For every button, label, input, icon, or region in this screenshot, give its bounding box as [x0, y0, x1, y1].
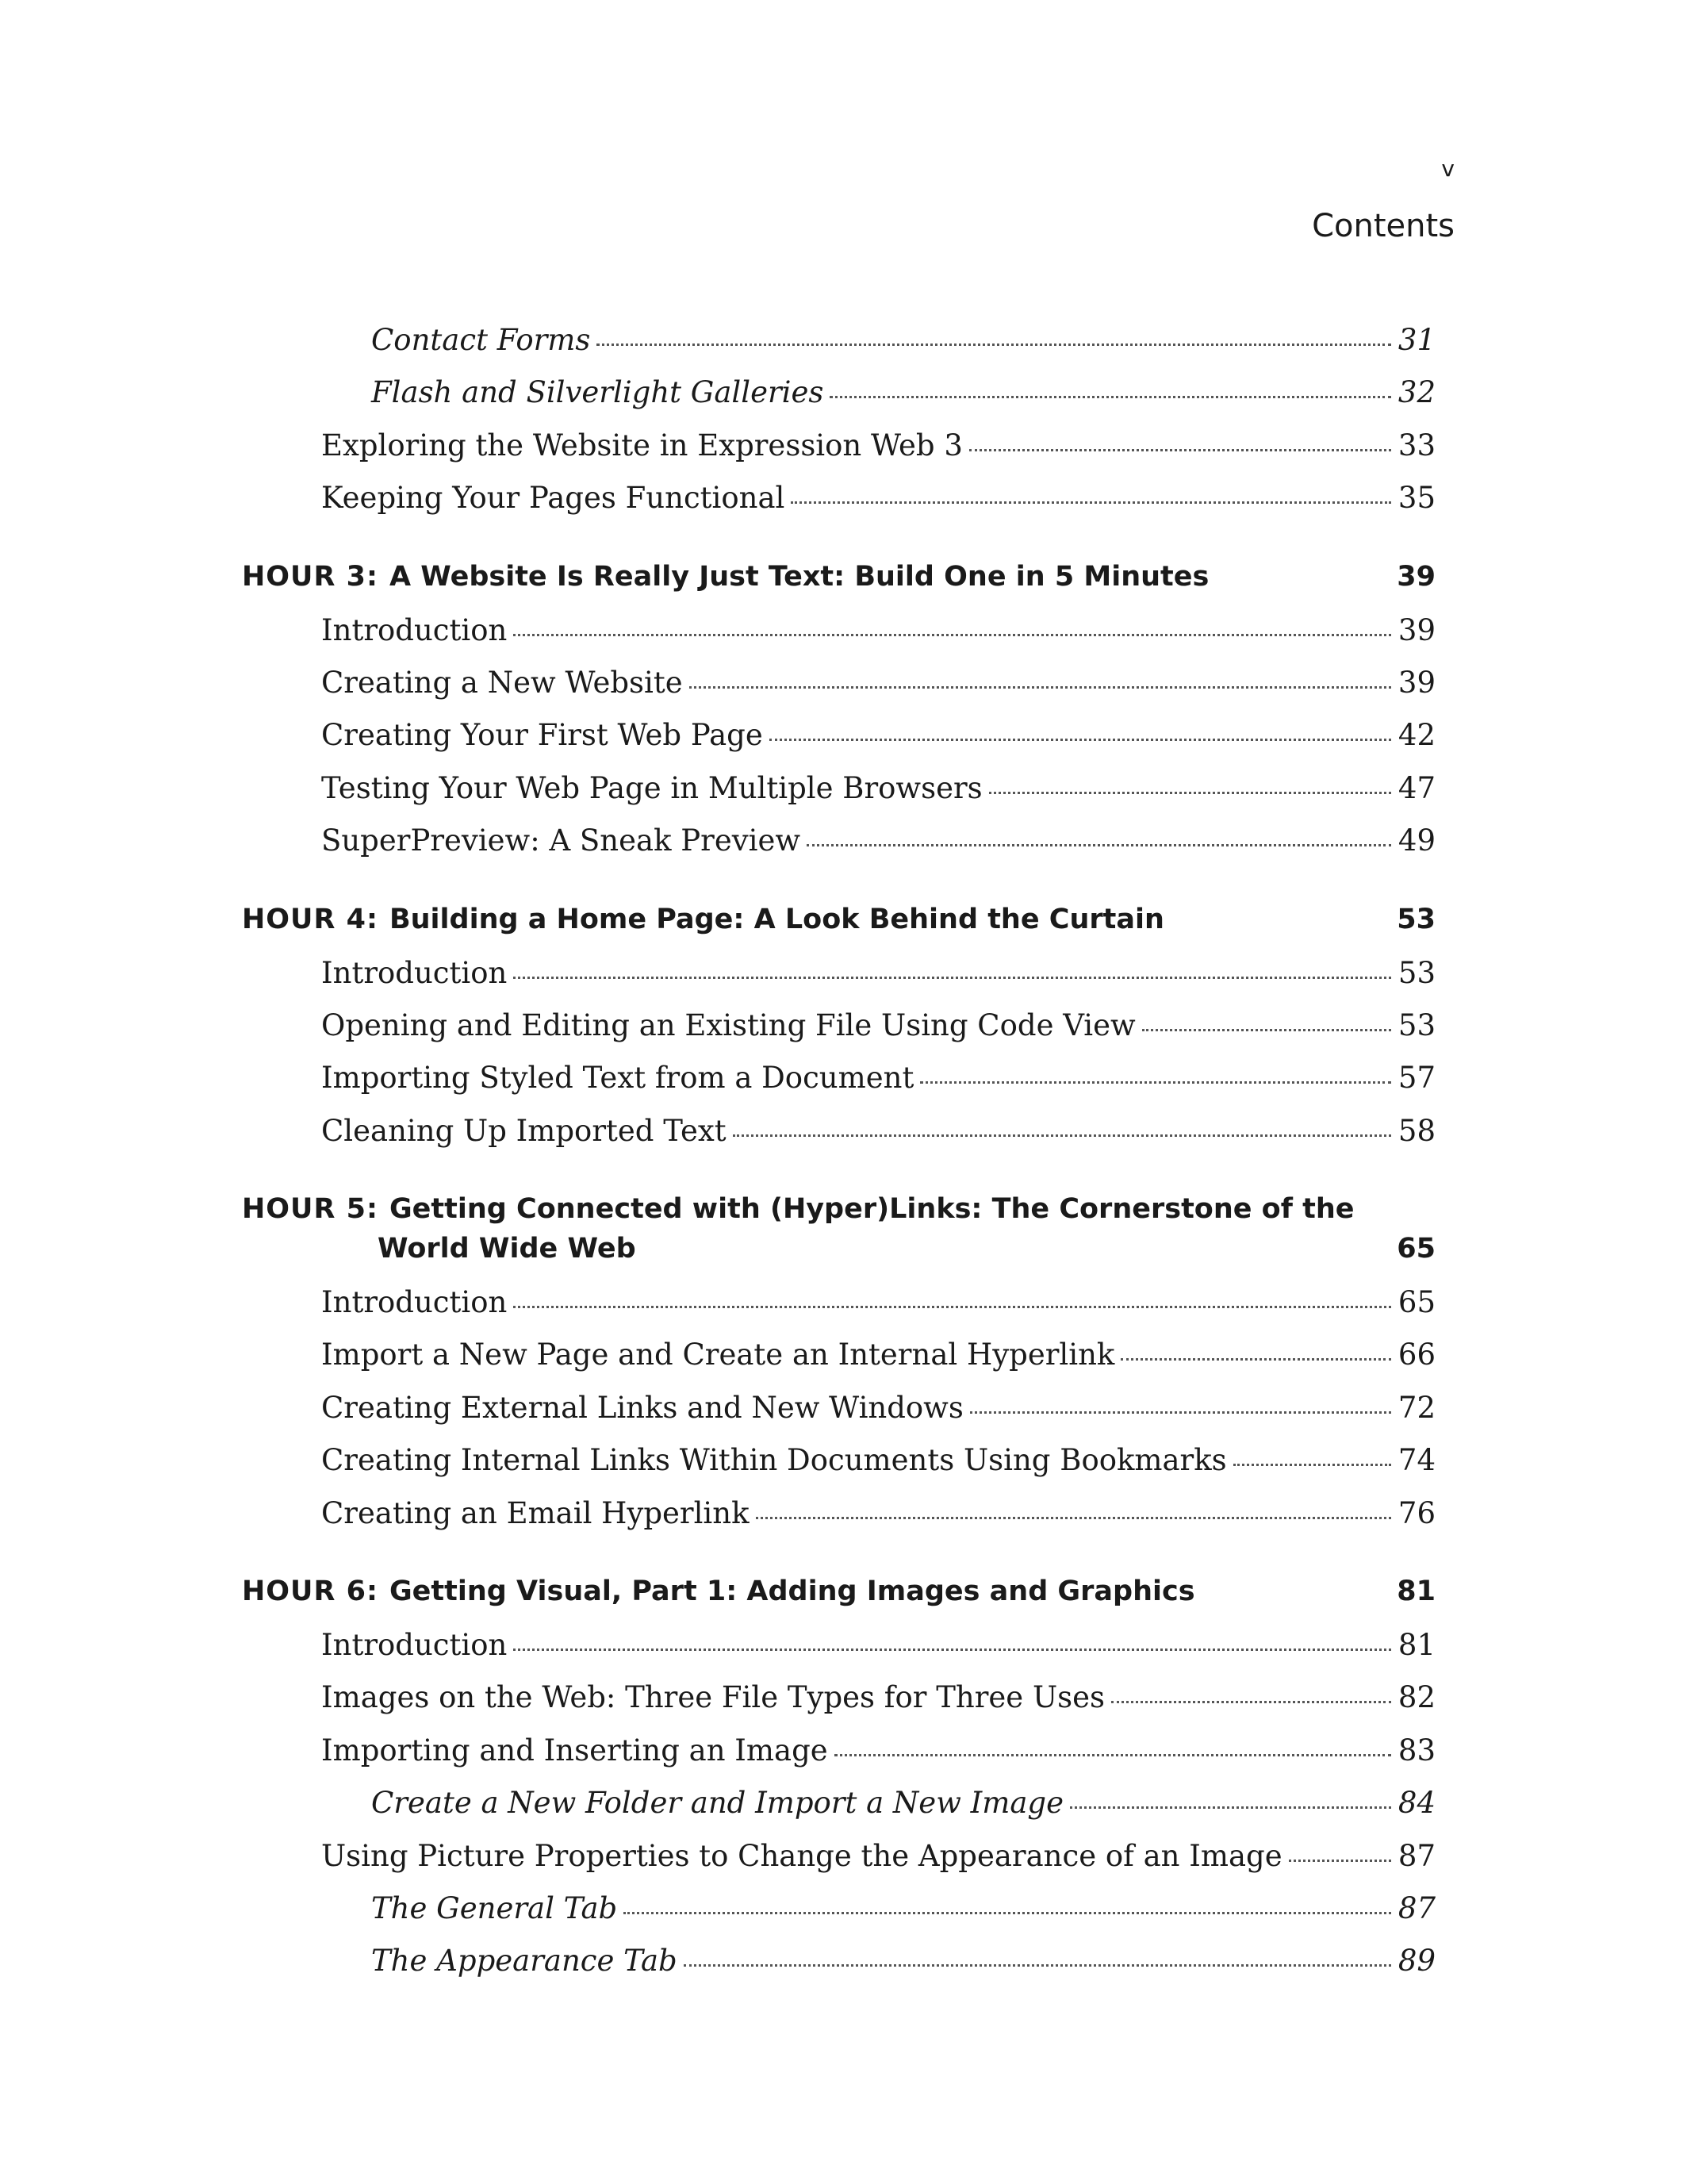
entry-title: Contact Forms	[371, 323, 591, 357]
dot-leader	[970, 1411, 1391, 1414]
entry-title: Images on the Web: Three File Types for Three Uses	[321, 1680, 1106, 1715]
entry-title: Cleaning Up Imported Text	[321, 1113, 727, 1148]
dot-leader	[1121, 1358, 1391, 1361]
table-of-contents	[242, 323, 1436, 1997]
entry-page-number: 74	[1398, 1443, 1436, 1478]
entry-title: Flash and Silverlight Galleries	[371, 375, 824, 410]
dot-leader	[1070, 1806, 1391, 1809]
toc-entry	[242, 1008, 1436, 1061]
entry-title: Create a New Folder and Import a New Image	[371, 1786, 1064, 1821]
dot-leader	[756, 1517, 1391, 1519]
entry-page-number: 39	[1398, 665, 1436, 700]
toc-entry	[242, 1061, 1436, 1113]
running-head: Contents	[1312, 208, 1455, 244]
dot-leader	[1233, 1464, 1391, 1466]
entry-page-number: 32	[1398, 375, 1436, 410]
hour-label: HOUR 5:	[242, 1193, 378, 1226]
dot-leader	[989, 792, 1391, 794]
dot-leader	[513, 977, 1391, 979]
entry-title: The General Tab	[371, 1890, 618, 1925]
toc-entry	[242, 718, 1436, 770]
hour-heading	[242, 561, 1436, 613]
entry-title: Introduction	[321, 612, 508, 647]
dot-leader	[830, 396, 1391, 398]
dot-leader	[1111, 1701, 1391, 1703]
entry-page-number: 82	[1398, 1680, 1436, 1715]
entry-title: Keeping Your Pages Functional	[321, 481, 785, 516]
entry-page-number: 87	[1398, 1838, 1436, 1873]
entry-title: Creating a New Website	[321, 665, 683, 700]
entry-page-number: 35	[1398, 481, 1436, 516]
entry-title: Creating Your First Web Page	[321, 718, 763, 753]
hour-title: Getting Connected with (Hyper)Links: The Cornerstone of the	[389, 1193, 1355, 1226]
entry-title: Creating Internal Links Within Documents Using Bookmarks	[321, 1443, 1227, 1478]
hour-label: HOUR 4:	[242, 903, 378, 935]
entry-title: Importing Styled Text from a Document	[321, 1061, 914, 1096]
dot-leader	[684, 1964, 1391, 1967]
entry-page-number: 66	[1398, 1338, 1436, 1372]
dot-leader	[689, 686, 1391, 689]
entry-page-number: 33	[1398, 428, 1436, 463]
entry-page-number: 76	[1398, 1495, 1436, 1530]
hour-label: HOUR 6:	[242, 1576, 378, 1608]
entry-page-number: 42	[1398, 718, 1436, 753]
dot-leader	[969, 449, 1391, 451]
toc-entry	[242, 823, 1436, 876]
hour-title: Getting Visual, Part 1: Adding Images and Graphics	[389, 1576, 1195, 1608]
toc-entry	[242, 1338, 1436, 1390]
entry-title: Creating an Email Hyperlink	[321, 1495, 750, 1530]
hour-heading	[242, 1576, 1436, 1628]
dot-leader	[807, 844, 1391, 846]
toc-subentry	[242, 1944, 1436, 1996]
dot-leader	[769, 739, 1391, 741]
entry-page-number: 57	[1398, 1061, 1436, 1096]
entry-page-number: 39	[1398, 612, 1436, 647]
toc-entry	[242, 1391, 1436, 1443]
entry-title: Testing Your Web Page in Multiple Browsers	[321, 770, 983, 805]
entry-page-number: 31	[1398, 323, 1436, 357]
toc-entry	[242, 666, 1436, 718]
entry-page-number: 53	[1398, 1008, 1436, 1042]
dot-leader	[623, 1912, 1391, 1914]
dot-leader	[791, 501, 1391, 504]
hour-title: A Website Is Really Just Text: Build One in 5 Minutes	[389, 560, 1210, 593]
entry-title: Importing and Inserting an Image	[321, 1733, 828, 1768]
toc-entry	[242, 1839, 1436, 1891]
dot-leader	[733, 1134, 1391, 1137]
entry-page-number: 47	[1398, 770, 1436, 805]
entry-page-number: 89	[1398, 1944, 1436, 1979]
entry-title: Import a New Page and Create an Internal Hyperlink	[321, 1338, 1115, 1372]
entry-page-number: 83	[1398, 1733, 1436, 1768]
hour-heading	[242, 904, 1436, 956]
dot-leader	[920, 1081, 1391, 1084]
dot-leader	[513, 634, 1391, 636]
dot-leader	[513, 1649, 1391, 1651]
toc-subentry	[242, 323, 1436, 375]
toc-entry	[242, 1285, 1436, 1338]
toc-entry	[242, 428, 1436, 481]
entry-page-number: 49	[1398, 823, 1436, 858]
dot-leader	[513, 1306, 1391, 1308]
toc-entry	[242, 481, 1436, 533]
entry-page-number: 87	[1398, 1890, 1436, 1925]
entry-title: Introduction	[321, 1628, 508, 1663]
entry-title: Exploring the Website in Expression Web 3	[321, 428, 963, 463]
hour-title: Building a Home Page: A Look Behind the Curtain	[389, 903, 1164, 935]
entry-title: Creating External Links and New Windows	[321, 1390, 964, 1425]
hour-page-number: 39	[1397, 560, 1436, 593]
entry-title: The Appearance Tab	[371, 1944, 677, 1979]
page-number: v	[1441, 155, 1455, 182]
toc-subentry	[242, 1891, 1436, 1944]
hour-page-number: 81	[1397, 1576, 1436, 1608]
hour-label: HOUR 3:	[242, 560, 378, 593]
entry-page-number: 65	[1398, 1285, 1436, 1320]
entry-title: Using Picture Properties to Change the Appearance of an Image	[321, 1838, 1283, 1873]
toc-entry	[242, 1733, 1436, 1786]
dot-leader	[1142, 1029, 1391, 1031]
dot-leader	[1289, 1860, 1391, 1862]
toc-entry	[242, 1628, 1436, 1680]
toc-subentry	[242, 375, 1436, 428]
toc-entry	[242, 956, 1436, 1008]
entry-page-number: 84	[1398, 1786, 1436, 1821]
entry-title: Introduction	[321, 955, 508, 990]
hour-page-number: 53	[1397, 903, 1436, 935]
toc-subentry	[242, 1786, 1436, 1838]
hour-page-number: 65	[1397, 1233, 1436, 1265]
hour-title-continued: World Wide Web	[378, 1233, 636, 1265]
entry-page-number: 53	[1398, 955, 1436, 990]
entry-title: SuperPreview: A Sneak Preview	[321, 823, 801, 858]
toc-entry	[242, 771, 1436, 823]
toc-entry	[242, 1114, 1436, 1166]
dot-leader	[834, 1754, 1391, 1756]
toc-entry	[242, 1496, 1436, 1549]
entry-page-number: 81	[1398, 1628, 1436, 1663]
entry-title: Introduction	[321, 1285, 508, 1320]
toc-entry	[242, 1443, 1436, 1495]
dot-leader	[596, 344, 1391, 346]
toc-entry	[242, 613, 1436, 666]
entry-title: Opening and Editing an Existing File Using Code View	[321, 1008, 1136, 1042]
toc-entry	[242, 1680, 1436, 1733]
entry-page-number: 72	[1398, 1390, 1436, 1425]
hour-heading	[242, 1193, 1436, 1285]
entry-page-number: 58	[1398, 1113, 1436, 1148]
